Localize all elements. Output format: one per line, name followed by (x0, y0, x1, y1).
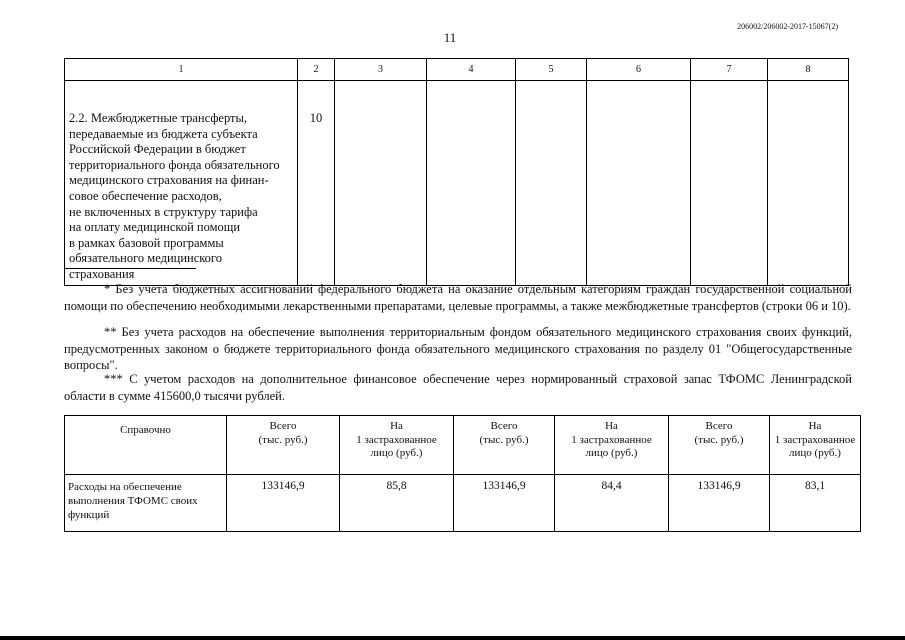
budget-table (64, 58, 849, 286)
table-row (65, 475, 861, 532)
header-line: лицо (руб.) (789, 447, 841, 459)
column-header (227, 416, 340, 475)
column-header (340, 416, 454, 475)
header-line: лицо (руб.) (585, 447, 638, 459)
header-line: 1 застрахованное (571, 433, 652, 446)
column-header: 6 (587, 59, 691, 81)
table-header-row (65, 416, 861, 475)
row-name-line: медицинского страхования на финан- (69, 173, 269, 188)
header-line: Всего (490, 420, 518, 432)
header-line: 1 застрахованное (774, 433, 856, 446)
header-line: Всего (705, 420, 733, 432)
header-line: (тыс. руб.) (258, 433, 308, 446)
footnote-rule (64, 268, 196, 269)
empty-cell (587, 81, 691, 286)
row-name-line: передаваемые из бюджета субъекта (69, 126, 258, 141)
column-header: 1 (65, 59, 298, 81)
column-header (555, 416, 669, 475)
header-line: На (605, 420, 618, 432)
column-header: 5 (516, 59, 587, 81)
footnote-2: ** Без учета расходов на обеспечение выполнения территориальным фондом обязательного медицинского страхования своих функций, предусмотренных законом о бюджете территориального фонда обязательного медицинского страхования по разделу 01 "Общегосударственные вопросы". (64, 325, 852, 372)
header-line: лицо (руб.) (370, 447, 423, 459)
column-header: 2 (298, 59, 335, 81)
row-name-line: страхования (69, 266, 135, 281)
value-cell: 133146,9 (669, 475, 770, 532)
column-header (669, 416, 770, 475)
header-line: Всего (269, 420, 297, 432)
footnote-1: * Без учета бюджетных ассигнований федерального бюджета на оказание отдельным категориям граждан государственной социальной помощи по обеспечению необходимыми лекарственными препаратами, целевые программы, а также межбюджетные трансфертов (строки 06 и 10). (64, 282, 852, 313)
value-cell: 84,4 (555, 475, 669, 532)
row-name-line: обязательного медицинского (69, 251, 223, 266)
column-header: 7 (691, 59, 768, 81)
table-header-row (65, 59, 849, 81)
column-header: 4 (427, 59, 516, 81)
row-name-line: Российской Федерации в бюджет (69, 142, 246, 157)
row-name-line: не включенных в структуру тарифа (69, 204, 258, 219)
empty-cell (335, 81, 427, 286)
scan-edge (0, 636, 905, 640)
column-header (770, 416, 861, 475)
empty-cell (691, 81, 768, 286)
header-line: (тыс. руб.) (479, 433, 529, 446)
header-line: 1 застрахованное (356, 433, 437, 446)
footnote-3: *** С учетом расходов на дополнительное финансовое обеспечение через нормированный страховой запас ТФОМС Ленинградской области в сумме 415600,0 тысячи рублей. (64, 372, 852, 403)
header-line: На (808, 420, 822, 432)
column-header: 3 (335, 59, 427, 81)
row-name-line: в рамках базовой программы (69, 235, 224, 250)
column-header: Справочно (65, 416, 227, 475)
value-cell: 83,1 (770, 475, 861, 532)
table-row (65, 81, 849, 286)
line-number-cell: 10 (298, 81, 335, 286)
empty-cell (516, 81, 587, 286)
header-line: (тыс. руб.) (694, 433, 744, 446)
header-line: На (390, 420, 403, 432)
row-name-cell (65, 81, 298, 286)
row-name-line: территориального фонда обязательного (69, 157, 280, 172)
page-number: 11 (443, 30, 457, 45)
empty-cell (768, 81, 849, 286)
row-name-line: совое обеспечение расходов, (69, 188, 222, 203)
value-cell: 133146,9 (227, 475, 340, 532)
row-label-cell: Расходы на обеспечение выполнения ТФОМС своих функций (65, 475, 227, 532)
reference-table (64, 415, 861, 532)
row-name-line: 2.2. Межбюджетные трансферты, (69, 111, 248, 125)
column-header (454, 416, 555, 475)
empty-cell (427, 81, 516, 286)
column-header: 8 (768, 59, 849, 81)
value-cell: 133146,9 (454, 475, 555, 532)
value-cell: 85,8 (340, 475, 454, 532)
document-id: 206002/206002-2017-15067(2) (737, 22, 838, 31)
row-name-line: на оплату медицинской помощи (69, 220, 241, 235)
